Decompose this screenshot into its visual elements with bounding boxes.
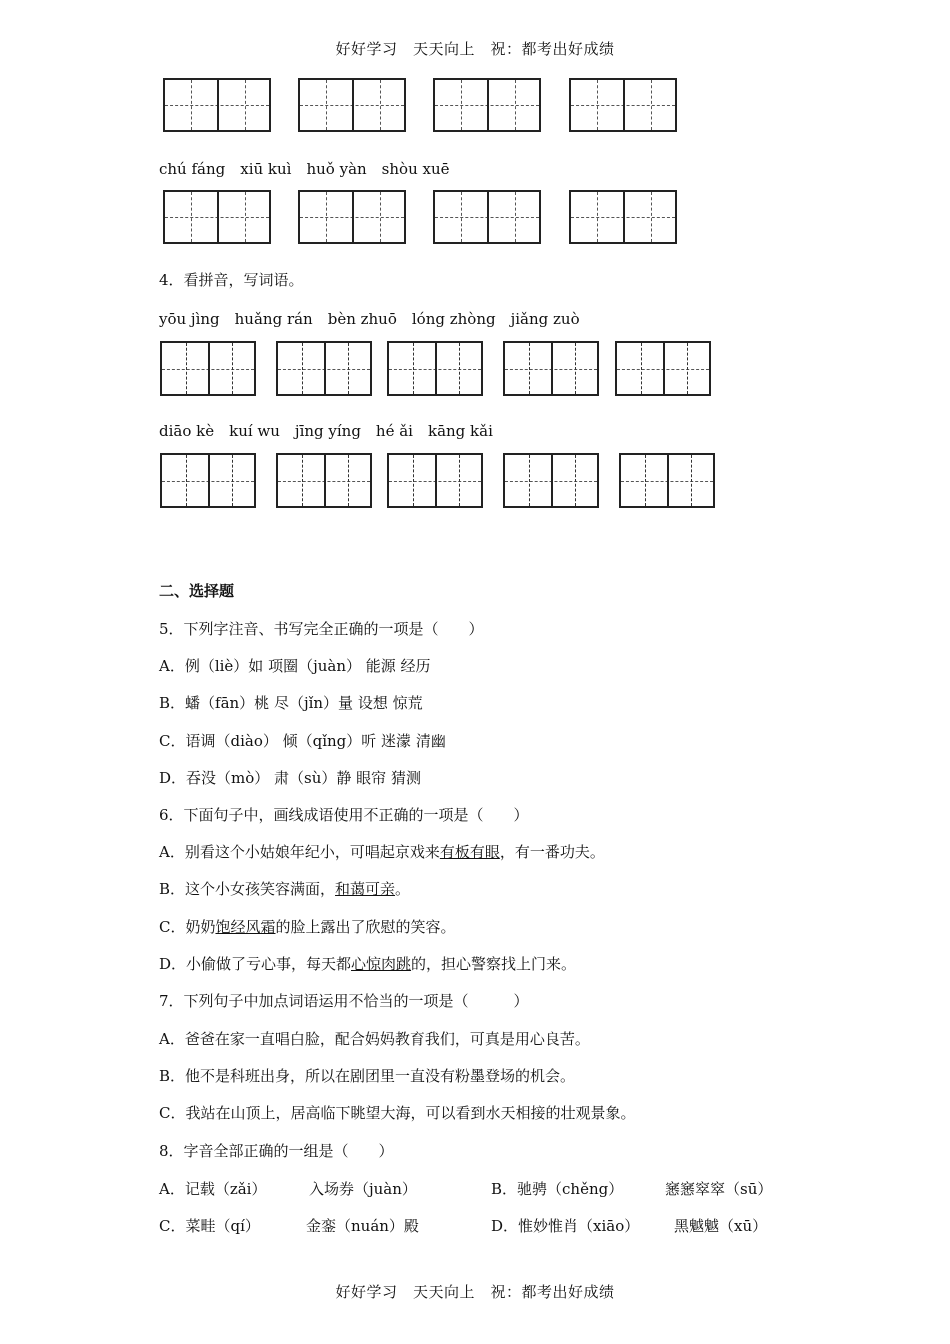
q7-title: 7．下列句子中加点词语运用不恰当的一项是（ ） (159, 992, 529, 1010)
writing-box[interactable] (298, 190, 406, 244)
q6-title: 6．下面句子中，画线成语使用不正确的一项是（ ） (159, 806, 529, 824)
writing-box[interactable] (160, 341, 256, 396)
option-text: 的，担心警察找上门来。 (411, 955, 577, 973)
section-title: 二、选择题 (159, 582, 235, 600)
writing-box[interactable] (569, 78, 677, 132)
writing-box[interactable] (163, 190, 271, 244)
q4-title: 4．看拼音，写词语。 (159, 271, 304, 289)
underlined-idiom: 心惊肉跳 (351, 955, 412, 973)
writing-box[interactable] (615, 341, 711, 396)
q5-option-a[interactable]: A．例（liè）如 项圈（juàn） 能源 经历 (159, 657, 431, 675)
writing-box[interactable] (387, 453, 483, 508)
underlined-idiom: 有板有眼 (439, 843, 500, 861)
q7-option-c[interactable]: C．我站在山顶上，居高临下眺望大海，可以看到水天相接的壮观景象。 (159, 1104, 636, 1122)
q8-option-c[interactable]: C．菜畦（qí） (159, 1217, 260, 1235)
q7-option-b[interactable]: B．他不是科班出身，所以在剧团里一直没有粉墨登场的机会。 (159, 1067, 576, 1085)
q5-option-c[interactable]: C．语调（diào） 倾（qǐng）听 迷濛 清幽 (159, 732, 446, 750)
writing-box[interactable] (569, 190, 677, 244)
writing-box[interactable] (387, 341, 483, 396)
option-text: A．别看这个小姑娘年纪小，可唱起京戏来 (159, 843, 440, 861)
q6-option-a[interactable] (159, 841, 605, 862)
q6-option-c[interactable] (159, 916, 456, 937)
q4-pinyin-row-2: diāo kè kuí wu jīng yíng hé ǎi kāng kǎi (159, 422, 493, 440)
writing-box[interactable] (503, 341, 599, 396)
writing-box[interactable] (276, 453, 372, 508)
q8-title: 8．字音全部正确的一组是（ ） (159, 1142, 394, 1160)
q4-pinyin-row-1: yōu jìng huǎng rán bèn zhuō lóng zhòng jiǎng zuò (159, 310, 580, 328)
q8-option-d[interactable]: D．惟妙惟肖（xiāo） (491, 1217, 640, 1235)
writing-box[interactable] (503, 453, 599, 508)
writing-box[interactable] (433, 78, 541, 132)
option-text: D．小偷做了亏心事，每天都 (159, 955, 352, 973)
q5-option-b[interactable]: B．蟠（fān）桃 尽（jǐn）量 设想 惊荒 (159, 694, 423, 712)
q6-option-b[interactable] (159, 878, 410, 899)
q7-option-a[interactable]: A．爸爸在家一直唱白脸，配合妈妈教育我们，可真是用心良苦。 (159, 1030, 590, 1048)
underlined-idiom: 饱经风霜 (215, 918, 276, 936)
q8-option-a[interactable]: A．记载（zǎi） (159, 1180, 267, 1198)
q6-option-d[interactable] (159, 953, 576, 974)
option-text: ，有一番功夫。 (499, 843, 605, 861)
option-text: B．这个小女孩笑容满面， (159, 880, 336, 898)
q8-option-c-word2: 金銮（nuán）殿 (306, 1217, 419, 1235)
q3-pinyin-row-2: chú fáng xiū kuì huǒ yàn shòu xuē (159, 160, 450, 178)
underlined-idiom: 和蔼可亲 (335, 880, 396, 898)
q8-option-b[interactable]: B．驰骋（chěng） (491, 1180, 624, 1198)
page-header: 好好学习 天天向上 祝：都考出好成绩 (335, 40, 615, 58)
writing-box[interactable] (163, 78, 271, 132)
writing-box[interactable] (298, 78, 406, 132)
option-text: 的脸上露出了欣慰的笑容。 (275, 918, 456, 936)
option-text: C．奶奶 (159, 918, 216, 936)
writing-box[interactable] (276, 341, 372, 396)
writing-box[interactable] (619, 453, 715, 508)
option-text: 。 (395, 880, 411, 898)
writing-box[interactable] (160, 453, 256, 508)
q5-title: 5．下列字注音、书写完全正确的一项是（ ） (159, 620, 484, 638)
q5-option-d[interactable]: D．吞没（mò） 肃（sù）静 眼帘 猜测 (159, 769, 421, 787)
q8-option-d-word2: 黑魆魆（xū） (674, 1217, 768, 1235)
q8-option-a-word2: 入场券（juàn） (309, 1180, 417, 1198)
page-footer: 好好学习 天天向上 祝：都考出好成绩 (335, 1283, 615, 1301)
q8-option-b-word2: 窸窸窣窣（sū） (665, 1180, 773, 1198)
writing-box[interactable] (433, 190, 541, 244)
